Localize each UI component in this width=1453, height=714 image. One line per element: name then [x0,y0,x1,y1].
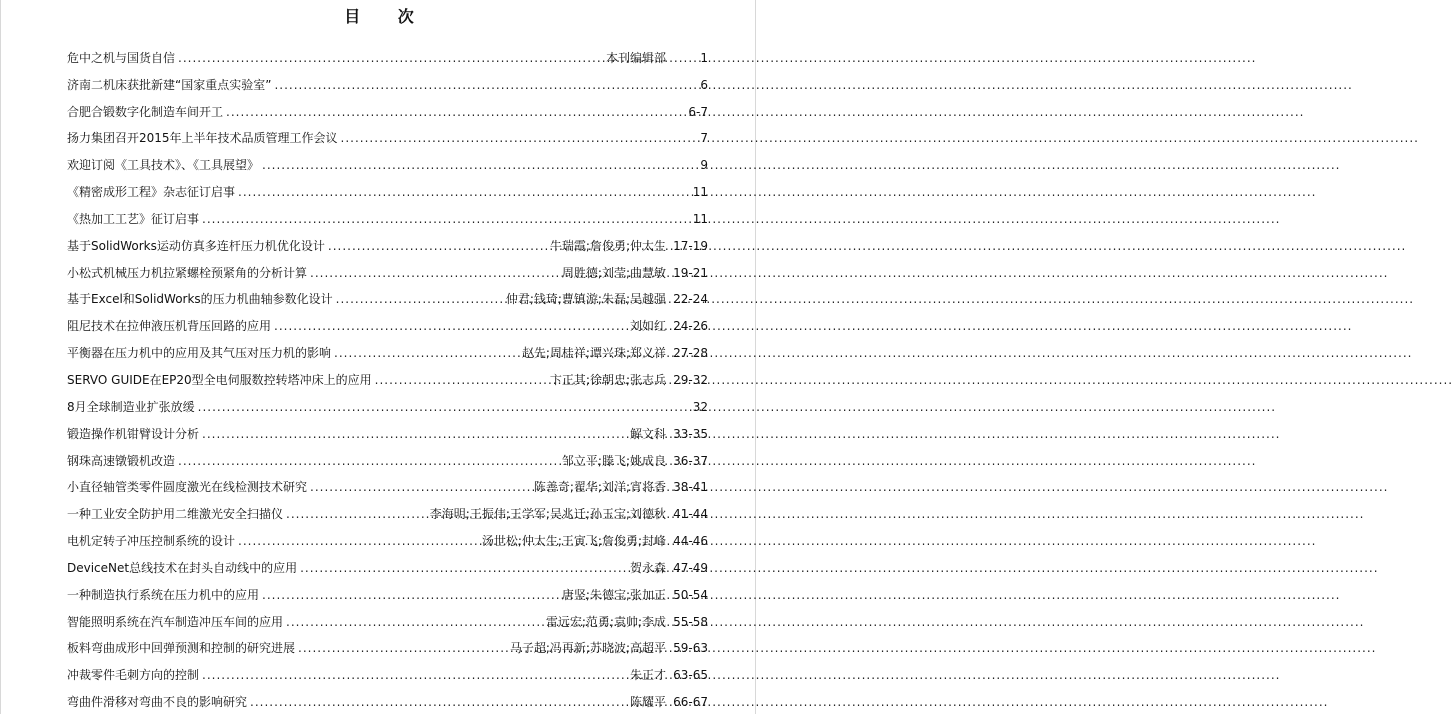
toc-entry-title: 基于SolidWorks运动仿真多连杆压力机优化设计 [67,238,325,253]
toc-entry-author: 朱正才 [629,668,666,683]
toc-entry-page: 59-63 [673,641,708,656]
dot-leader [298,641,507,655]
toc-entry-title: 锻造操作机钳臂设计分析 [67,426,200,441]
toc-entry[interactable] [67,602,708,629]
toc-entry-title: 板料弯曲成形中回弹预测和控制的研究进展 [67,641,296,656]
toc-entry[interactable] [67,575,708,602]
toc-entry-author: 卞正其;徐朝忠;张志兵 [549,372,666,387]
toc-entry-title: 一种制造执行系统在压力机中的应用 [67,587,260,602]
toc-entry-title: 小松式机械压力机拉紧螺栓预紧角的分析计算 [67,265,308,280]
toc-entry-author: 贺永森 [629,560,666,575]
toc-entry-title: 合肥合锻数字化制造车间开工 [67,104,224,119]
dot-leader [238,185,663,199]
dot-leader [202,212,663,226]
toc-entry-author: 陈善奇;翟华;刘洋;宵将香 [533,480,666,495]
toc-entry[interactable] [67,145,708,172]
toc-entry[interactable] [67,119,708,146]
dot-leader [310,480,531,494]
toc-entry-author: 周胜德;刘莹;曲慧敏 [561,265,666,280]
toc-entry-title: 钢珠高速镦锻机改造 [67,453,176,468]
toc-entry-title: 一种工业安全防护用二维激光安全扫描仪 [67,507,284,522]
toc-entry-page: 1 [700,50,708,65]
toc-entry[interactable] [67,682,708,709]
toc-entry-page: 17-19 [673,238,708,253]
toc-entry-page: 29-32 [673,372,708,387]
dot-leader [226,105,663,119]
toc-entry-author: 牛瑞霞;詹俊勇;仲太生 [549,238,666,253]
toc-entry-author: 赵先;周桂祥;谭兴珠;郑义祥 [521,346,666,361]
toc-entry[interactable] [67,468,708,495]
toc-entry-author: 陈耀平 [629,695,666,710]
toc-entry-author: 马子超;冯再新;苏晓波;高超平 [509,641,666,656]
toc-entry[interactable] [67,38,708,65]
toc-entry[interactable] [67,655,708,682]
toc-entry-page: 11 [692,211,708,226]
toc-entry-title: 阻尼技术在拉伸液压机背压回路的应用 [67,319,272,334]
dot-leader [341,131,663,145]
toc-entry-author: 刘如红 [629,319,666,334]
toc-entry[interactable] [67,387,708,414]
dot-leader [238,534,479,548]
toc-entry-page: 66-67 [673,695,708,710]
dot-leader [198,400,663,414]
toc-entry[interactable] [67,226,708,253]
toc-entry-title: 弯曲件滑移对弯曲不良的影响研究 [67,695,248,710]
toc-entry[interactable] [67,333,708,360]
toc-entry-page: 36-37 [673,453,708,468]
toc-entry[interactable] [67,199,708,226]
dot-leader [286,507,427,521]
toc-entry-page: 47-49 [673,560,708,575]
toc-entry[interactable] [67,441,708,468]
dot-leader [274,319,627,333]
toc-entry[interactable] [67,548,708,575]
toc-entry-page: 33-35 [673,426,708,441]
toc-entry-author: 邹立平;滕飞;姚成良 [561,453,666,468]
toc-entry-title: 冲裁零件毛刺方向的控制 [67,668,200,683]
toc-entry-author: 李海明;王振伟;王学军;吴兆迁;孙玉宝;刘德秋 [429,507,666,522]
toc-entry-page: 19-21 [673,265,708,280]
toc-entry-page: 24-26 [673,319,708,334]
dot-leader [178,454,559,468]
dot-leader [262,158,663,172]
dot-leader [334,346,519,360]
toc-entry[interactable] [67,92,708,119]
toc-entry-title: 电机定转子冲压控制系统的设计 [67,534,236,549]
table-of-contents [67,38,708,709]
dot-leader [262,588,559,602]
toc-entry-page: 9 [700,158,708,173]
toc-entry-title: 《精密成形工程》杂志征订启事 [67,185,236,200]
toc-entry[interactable] [67,253,708,280]
dot-leader [375,373,547,387]
toc-entry[interactable] [67,280,708,307]
toc-entry-page: 41-44 [673,507,708,522]
toc-entry-page: 7 [700,131,708,146]
dot-leader [274,78,663,92]
toc-entry-page: 11 [692,185,708,200]
toc-entry-title: 扬力集团召开2015年上半年技术品质管理工作会议 [67,131,338,146]
toc-entry-page: 50-54 [673,587,708,602]
dot-leader [286,615,543,629]
toc-entry-title: SERVO GUIDE在EP20型全电伺服数控转塔冲床上的应用 [67,372,372,387]
dot-leader [202,427,627,441]
toc-entry[interactable] [67,360,708,387]
toc-entry[interactable] [67,65,708,92]
toc-entry-author: 唐坚;朱德宝;张加正 [561,587,666,602]
toc-entry[interactable] [67,629,708,656]
toc-entry-author: 雷远宏;范勇;袁帅;李成 [545,614,666,629]
toc-entry-page: 6-7 [688,104,708,119]
toc-entry-page: 44-46 [673,534,708,549]
toc-entry-page: 6 [700,77,708,92]
toc-entry-page: 27-28 [673,346,708,361]
dot-leader [336,292,503,306]
toc-entry-page: 63-65 [673,668,708,683]
toc-entry[interactable] [67,521,708,548]
toc-entry-author: 本刊编辑部 [605,50,666,65]
page-title: 目 次 [344,7,430,26]
toc-entry-title: 基于Excel和SolidWorks的压力机曲轴参数化设计 [67,292,333,307]
dot-leader [250,695,627,709]
toc-entry-author: 仲君;钱琦;曹镇游;朱磊;吴越强 [505,292,666,307]
toc-entry-page: 22-24 [673,292,708,307]
toc-entry-page: 55-58 [673,614,708,629]
toc-entry-page: 32 [692,399,708,414]
dot-leader [178,51,603,65]
dot-leader [310,266,559,280]
toc-entry-author: 解文科 [629,426,666,441]
dot-leader [300,561,627,575]
toc-entry-title: 小直径轴管类零件圆度激光在线检测技术研究 [67,480,308,495]
toc-entry-title: 8月全球制造业扩张放缓 [67,399,195,414]
toc-entry[interactable] [67,414,708,441]
toc-entry[interactable] [67,172,708,199]
toc-entry-author: 汤世松;仲太生;王寅飞;詹俊勇;封峰 [481,534,666,549]
toc-entry-title: 欢迎订阅《工具技术》、《工具展望》 [67,158,260,173]
toc-entry-title: 济南二机床获批新建“国家重点实验室” [67,77,272,92]
toc-entry[interactable] [67,494,708,521]
dot-leader [202,668,627,682]
toc-entry[interactable] [67,306,708,333]
toc-entry-page: 38-41 [673,480,708,495]
dot-leader [328,239,547,253]
toc-entry-title: 《热加工工艺》征订启事 [67,211,200,226]
toc-entry-title: 平衡器在压力机中的应用及其气压对压力机的影响 [67,346,332,361]
toc-entry-title: 智能照明系统在汽车制造冲压车间的应用 [67,614,284,629]
toc-entry-title: DeviceNet总线技术在封头自动线中的应用 [67,560,298,575]
toc-entry-title: 危中之机与国货自信 [67,50,176,65]
